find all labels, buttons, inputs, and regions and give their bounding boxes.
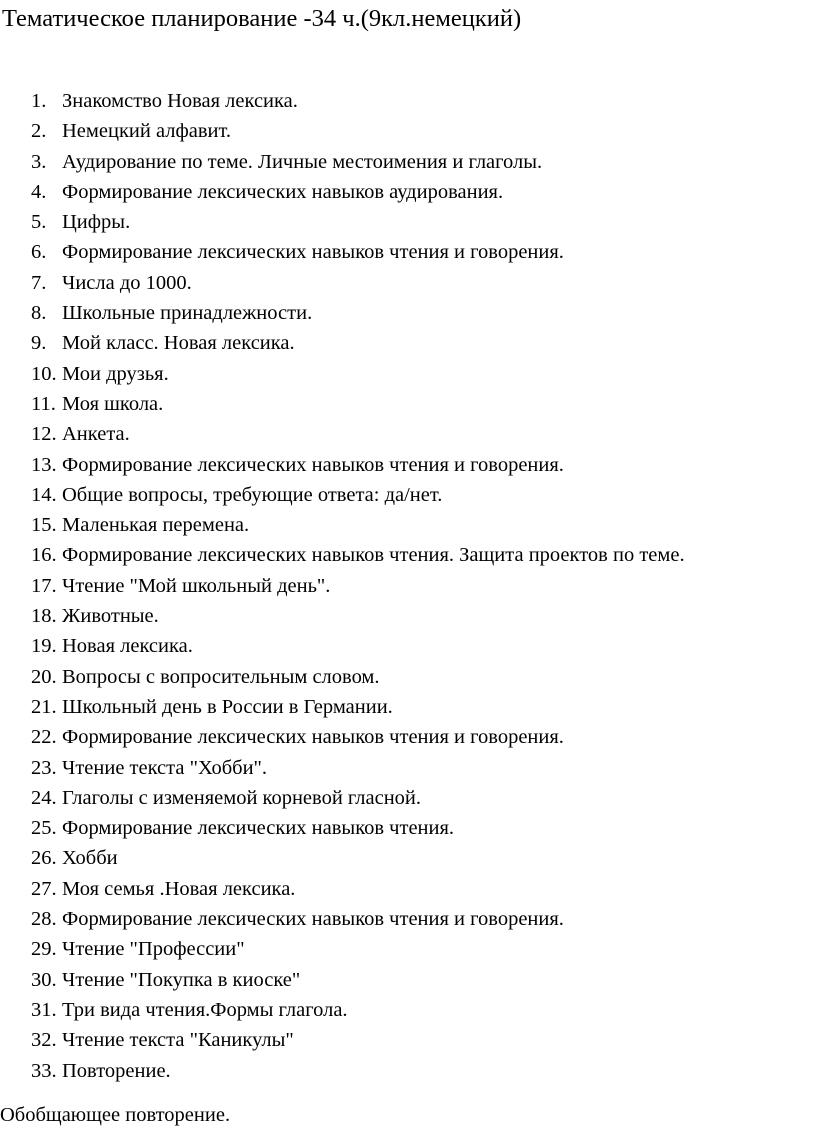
document-title: Тематическое планирование -34 ч.(9кл.немецкий) — [2, 5, 522, 32]
list-item-text: Животные. — [62, 605, 159, 628]
list-item-text: Формирование лексических навыков чтения. Защита проектов по теме. — [62, 544, 685, 567]
list-item-number: 29. — [31, 938, 57, 961]
list-item-text: Формирование лексических навыков чтения и говорения. — [62, 453, 564, 476]
list-item-text: Новая лексика. — [62, 635, 193, 658]
list-item-text: Формирование лексических навыков чтения и говорения. — [62, 908, 564, 931]
list-item-text: Знакомство Новая лексика. — [62, 90, 298, 112]
list-item-number: 5. — [31, 211, 47, 234]
list-item-number: 31. — [31, 998, 57, 1021]
list-item-number: 30. — [31, 968, 57, 991]
list-item-text: Формирование лексических навыков аудирования. — [62, 180, 504, 203]
list-item-text: Цифры. — [62, 211, 131, 234]
list-item-number: 33. — [31, 1059, 57, 1082]
list-item-text: Моя школа. — [62, 392, 164, 415]
list-item-number: 27. — [31, 877, 57, 900]
list-item-number: 1. — [31, 90, 47, 112]
list-item-number: 3. — [31, 150, 47, 173]
list-item-number: 32. — [31, 1029, 57, 1052]
list-item-number: 28. — [31, 908, 57, 931]
list-item-number: 21. — [31, 695, 57, 718]
summary-line: Обобщающее повторение. — [0, 1104, 231, 1126]
list-item-number: 2. — [31, 120, 47, 143]
list-item-text: Немецкий алфавит. — [62, 120, 232, 143]
list-item-number: 23. — [31, 756, 57, 779]
list-item-number: 7. — [31, 271, 47, 294]
list-item-text: Повторение. — [62, 1059, 171, 1082]
list-item-text: Маленькая перемена. — [62, 514, 250, 537]
list-item-number: 12. — [31, 423, 57, 446]
list-item-number: 19. — [31, 635, 57, 658]
list-item-number: 17. — [31, 574, 57, 597]
list-item-number: 13. — [31, 453, 57, 476]
list-item-text: Чтение "Покупка в киоске" — [62, 968, 301, 991]
list-item-text: Формирование лексических навыков чтения и говорения. — [62, 241, 564, 264]
list-item-number: 24. — [31, 786, 57, 809]
list-item-text: Чтение "Мой школьный день". — [62, 574, 331, 597]
list-item-text: Аудирование по теме. Личные местоимения и глаголы. — [62, 150, 543, 173]
list-item-text: Анкета. — [62, 423, 130, 446]
list-item-number: 10. — [31, 362, 57, 385]
list-item-text: Формирование лексических навыков чтения и говорения. — [62, 726, 564, 749]
list-item-text: Числа до 1000. — [62, 271, 192, 294]
list-item-text: Моя семья .Новая лексика. — [62, 877, 296, 900]
list-item-number: 26. — [31, 847, 57, 870]
list-item-number: 9. — [31, 332, 47, 355]
list-item-number: 6. — [31, 241, 47, 264]
list-item-text: Три вида чтения.Формы глагола. — [62, 998, 348, 1021]
list-item-text: Чтение текста "Хобби". — [62, 756, 268, 779]
list-item-text: Хобби — [62, 847, 118, 870]
list-item-number: 4. — [31, 180, 47, 203]
list-item-number: 8. — [31, 302, 47, 325]
list-item-text: Школьный день в России в Германии. — [62, 695, 393, 718]
list-item-number: 16. — [31, 544, 57, 567]
list-item-text: Чтение текста "Каникулы" — [62, 1029, 294, 1052]
list-item-text: Глаголы с изменяемой корневой гласной. — [62, 786, 422, 809]
list-item-number: 25. — [31, 817, 57, 840]
list-item-text: Чтение "Профессии" — [62, 938, 245, 961]
list-item-number: 20. — [31, 665, 57, 688]
list-item-number: 15. — [31, 514, 57, 537]
list-item-text: Мой класс. Новая лексика. — [62, 332, 295, 355]
list-item-number: 18. — [31, 605, 57, 628]
list-item-text: Общие вопросы, требующие ответа: да/нет. — [62, 483, 443, 506]
list-item-number: 14. — [31, 483, 57, 506]
list-item-number: 11. — [31, 392, 56, 415]
list-item-text: Вопросы с вопросительным словом. — [62, 665, 380, 688]
list-item-number: 22. — [31, 726, 57, 749]
list-item-text: Школьные принадлежности. — [62, 302, 313, 325]
list-item-text: Мои друзья. — [62, 362, 169, 385]
list-item-text: Формирование лексических навыков чтения. — [62, 817, 455, 840]
